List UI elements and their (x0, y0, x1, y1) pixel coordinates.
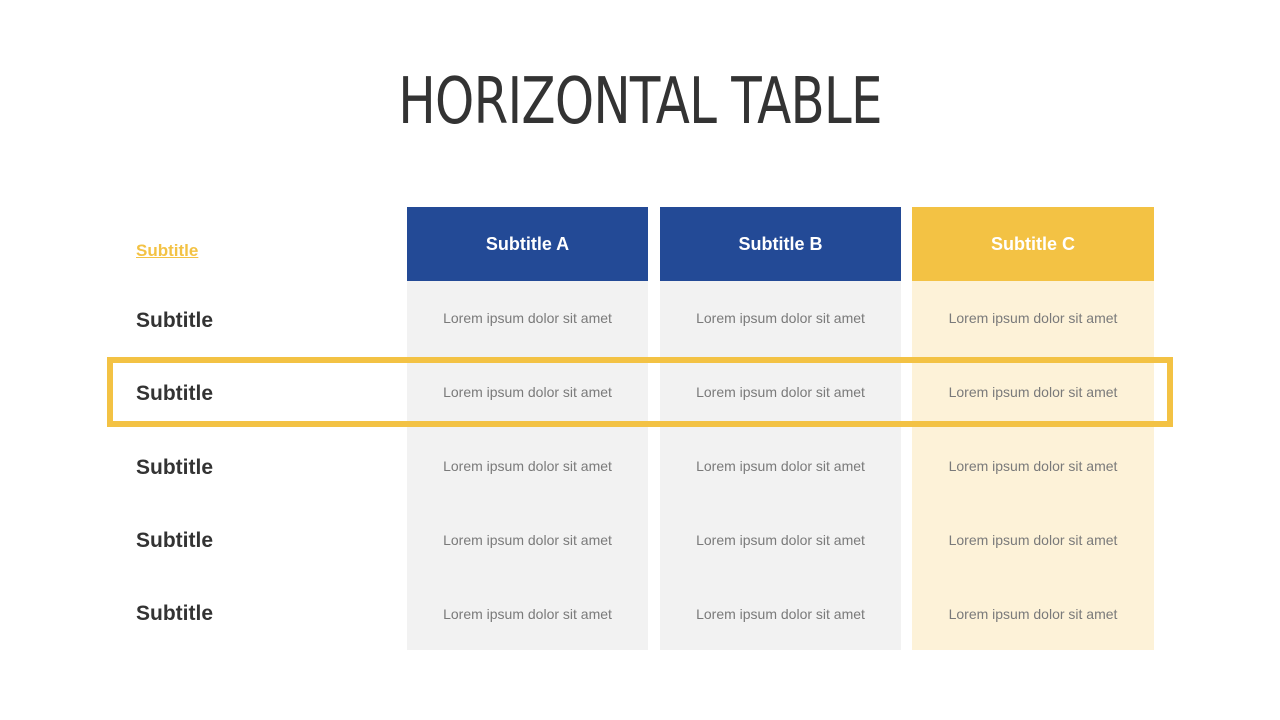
table-cell: Lorem ipsum dolor sit amet (443, 458, 612, 474)
table-cell: Lorem ipsum dolor sit amet (696, 606, 865, 622)
table-cell: Lorem ipsum dolor sit amet (696, 532, 865, 548)
column-header-b: Subtitle B (660, 207, 901, 281)
table-cell: Lorem ipsum dolor sit amet (948, 384, 1118, 400)
corner-label: Subtitle (136, 241, 199, 260)
column-b (660, 207, 901, 650)
page-title: HORIZONTAL TABLE (398, 65, 882, 139)
row-label: Subtitle (136, 529, 213, 552)
table-cell: Lorem ipsum dolor sit amet (948, 310, 1118, 326)
table-cell: Lorem ipsum dolor sit amet (443, 606, 612, 622)
column-a (407, 207, 648, 650)
table-cell: Lorem ipsum dolor sit amet (948, 606, 1118, 622)
table-cell: Lorem ipsum dolor sit amet (696, 458, 865, 474)
table-cell: Lorem ipsum dolor sit amet (443, 384, 612, 400)
row-label: Subtitle (136, 309, 213, 332)
table-cell: Lorem ipsum dolor sit amet (443, 532, 612, 548)
column-c (912, 207, 1154, 650)
column-header-a: Subtitle A (407, 207, 648, 281)
row-label: Subtitle (136, 456, 213, 479)
column-header-c: Subtitle C (912, 207, 1154, 281)
row-label: Subtitle (136, 382, 213, 405)
table-cell: Lorem ipsum dolor sit amet (443, 310, 612, 326)
table-cell: Lorem ipsum dolor sit amet (948, 532, 1118, 548)
table-cell: Lorem ipsum dolor sit amet (696, 384, 865, 400)
table-cell: Lorem ipsum dolor sit amet (696, 310, 865, 326)
table-cell: Lorem ipsum dolor sit amet (948, 458, 1118, 474)
row-label: Subtitle (136, 602, 213, 625)
